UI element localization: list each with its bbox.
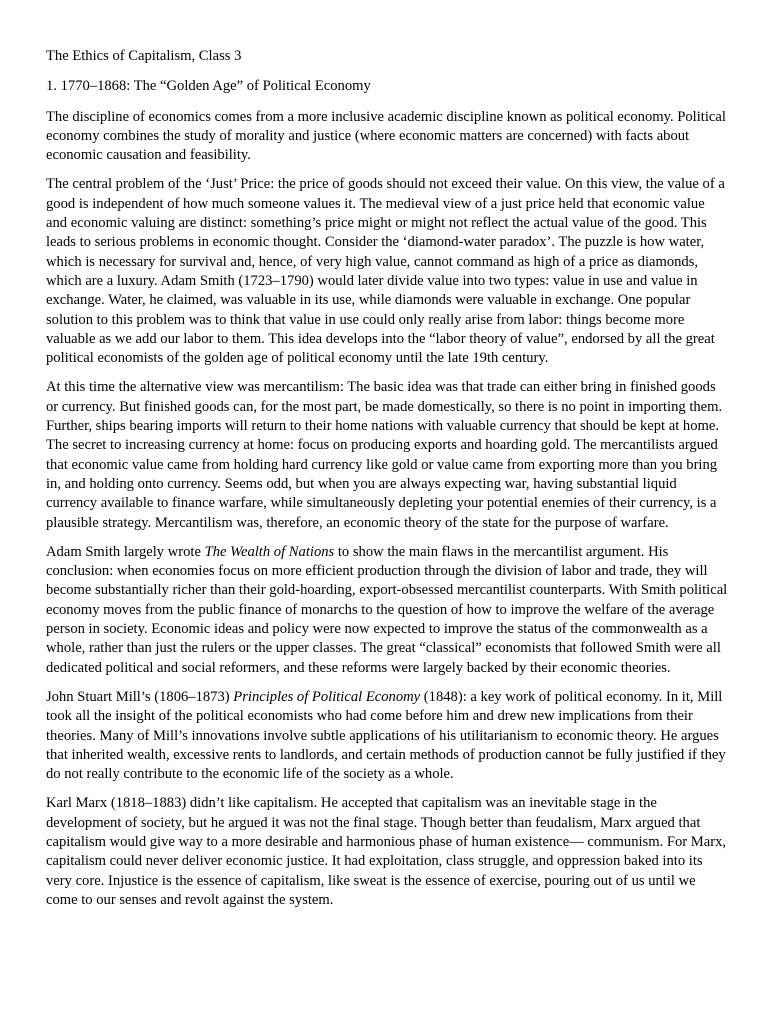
paragraph-political-economy: The discipline of economics comes from a more inclusive academic discipline known as political economy. Political economy combines the study of morality and justice (where economic matters are concerned) with facts about economic causation and feasibility. bbox=[46, 108, 726, 164]
paragraph-marx: Karl Marx (1818–1883) didn’t like capitalism. He accepted that capitalism was an inevitable stage in the development of society, but he argued it was not the final stage. Though better than feudalism, Marx argued that capitalism would give way to a more desirable and harmonious phase of human existence— communism. For Marx, capitalism could never deliver economic justice. It had exploitation, class struggle, and oppression baked into its very core. Injustice is the essence of capitalism, like sweat is the essence of exercise, pouring out of us until we come to our senses and revolt against the system. bbox=[46, 795, 727, 908]
smith-text-after: to show the main flaws in the mercantilist argument. His conclusion: when economies focus on more efficient production through the division of labor and trade, they will become substantially richer than their gold-hoarding, export-obsessed mercantilist counterparts. With Smith political economy moves from the public finance of monarchs to the question of how to improve the welfare of the average person in society. Economic ideas and policy were now expected to improve the status of the commonwealth as a whole, rather than just the rulers or the upper classes. The great “classical” economists that followed Smith were all dedicated political and social reformers, and these reforms were largely backed by their economic theories. bbox=[46, 543, 728, 676]
mill-text-before: John Stuart Mill’s (1806–1873) bbox=[46, 688, 234, 705]
wealth-of-nations-title: The Wealth of Nations bbox=[204, 543, 335, 560]
paragraph-mill bbox=[46, 688, 728, 784]
section-heading: 1. 1770–1868: The “Golden Age” of Political Economy bbox=[46, 78, 371, 95]
paragraph-mercantilism: At this time the alternative view was mercantilism: The basic idea was that trade can either bring in finished goods or currency. But finished goods can, for the most part, be made domestically, so there is no point in importing them. Further, ships bearing imports will return to their home nations with valuable currency that should be kept at home. The secret to increasing currency at home: focus on producing exports and hoarding gold. The mercantilists argued that economic value came from holding hard currency like gold or value came from exporting more than you bring in, and holding onto currency. Seems odd, but when you are always expecting war, having substantial liquid currency available to finance warfare, while simultaneously depleting your potential enemies of their currency, is a plausible strategy. Mercantilism was, therefore, an economic theory of the state for the purpose of warfare. bbox=[46, 379, 723, 531]
paragraph-adam-smith bbox=[46, 543, 728, 678]
smith-text-before: Adam Smith largely wrote bbox=[46, 543, 205, 560]
document-title: The Ethics of Capitalism, Class 3 bbox=[46, 48, 242, 64]
mill-text-after: (1848): a key work of political economy. In it, Mill took all the insight of the political economists who had come before him and drew new implications from their theories. Many of Mill’s innovations involve subtle applications of his utilitarianism to economic theory. He argues that inherited wealth, excessive rents to landlords, and certain methods of production cannot be fully justified if they do not really contribute to the economic life of the society as a whole. bbox=[46, 688, 726, 783]
paragraph-just-price: The central problem of the ‘Just’ Price: the price of goods should not exceed their value. On this view, the value of a good is independent of how much someone values it. The medieval view of a just price held that economic value and economic valuing are distinct: something’s price might or might not reflect the actual value of the good. This leads to serious problems in economic thought. Consider the ‘diamond-water paradox’. The puzzle is how water, which is necessary for survival and, hence, of very high value, cannot command as high of a price as diamonds, which are a luxury. Adam Smith (1723–1790) would later divide value into two types: value in use and value in exchange. Water, he claimed, was valuable in its use, while diamonds were valuable in exchange. One popular solution to this problem was to think that value in use could only really arise from labor: things become more valuable as we add our labor to them. This idea develops into the “labor theory of value”, endorsed by all the great political economists of the golden age of political economy until the late 19th century. bbox=[46, 176, 725, 367]
principles-title: Principles of Political Economy bbox=[233, 688, 421, 705]
